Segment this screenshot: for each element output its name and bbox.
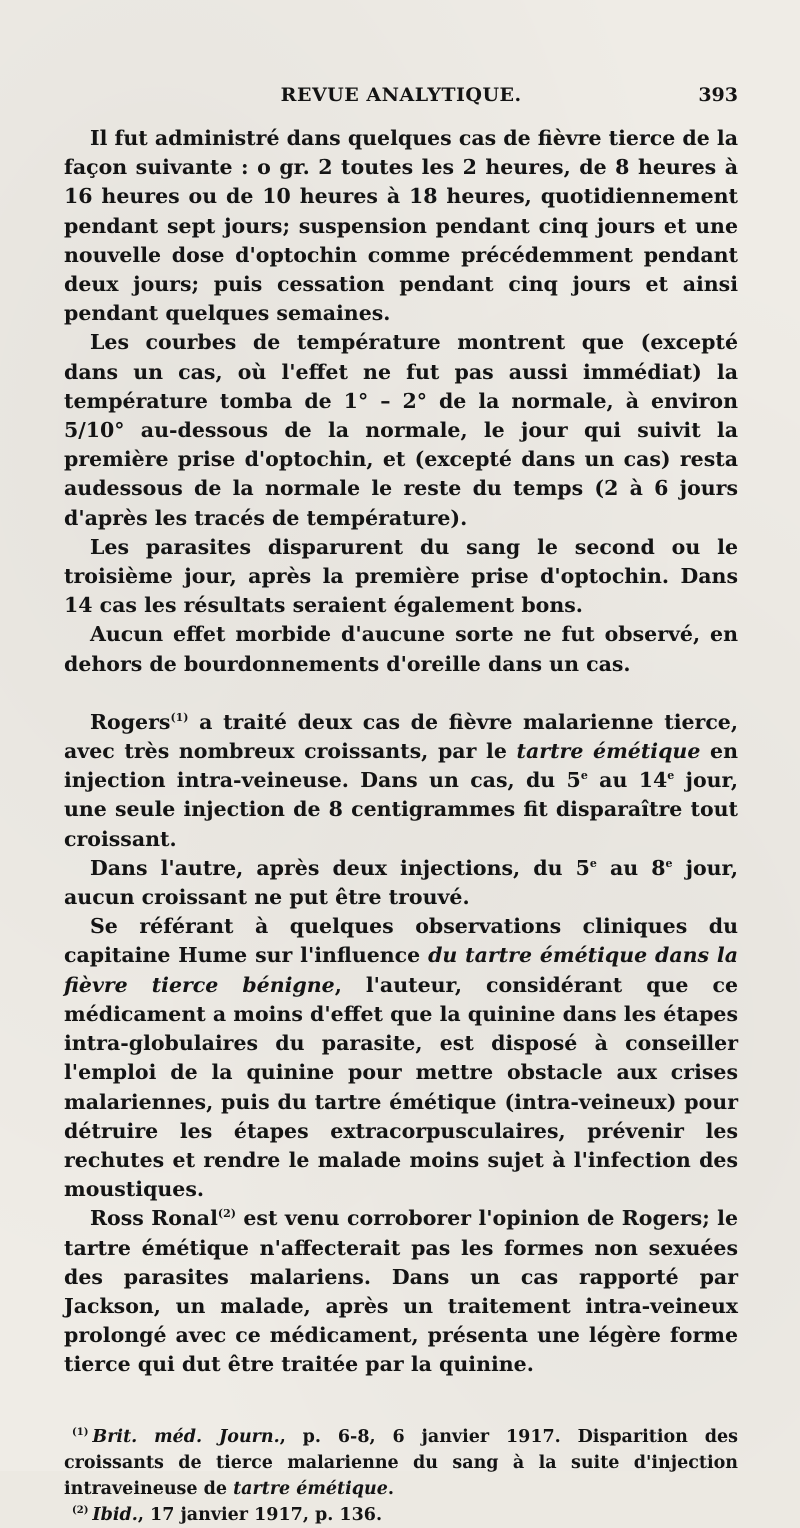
text-run: Rogers — [90, 709, 171, 734]
text-run: Ross Ronal — [90, 1206, 218, 1231]
italic-text: Ibid. — [92, 1504, 138, 1525]
footnote — [64, 1502, 738, 1528]
text-run: , l'auteur, considérant que ce médicament a moins d'effet que la quinine dans les étapes intra-globulaires du parasite, est disposé à conseiller l'emploi de la quinine pour mettre obstacle aux crises malariennes, puis du tartre émétique (intra-veineux) pour détruire les étapes extracorpusculaires, prévenir les rechutes et rendre le malade moins sujet à l'infection des moustiques. — [64, 972, 739, 1202]
paragraph — [64, 533, 738, 621]
text-run: jour, une seule injection de 8 centigrammes fit disparaître tout croissant. — [64, 768, 738, 851]
paragraph — [64, 708, 738, 854]
text-run: au 14 — [587, 768, 668, 793]
paragraph — [64, 328, 738, 532]
paragraph — [64, 124, 738, 328]
text-run: au 8 — [596, 855, 666, 880]
italic-text: Brit. méd. Journ. — [92, 1426, 280, 1447]
footnotes — [64, 1424, 738, 1528]
text-run: Aucun effet morbide d'aucune sorte ne fut observé, en dehors de bourdonnements d'oreille dans un cas. — [64, 622, 738, 676]
text-run: a traité deux cas de fièvre malarienne tierce, avec très nombreux croissants, par le — [64, 709, 738, 764]
footnote-marker: (1) — [72, 1426, 89, 1438]
superscript: e — [589, 857, 597, 871]
text-run: est venu corroborer l'opinion de Rogers; le tartre émétique n'affecterait pas les formes non sexuées des parasites malariens. Dans un cas rapporté par Jackson, un malade, après un traitement intra-veineux prolongé avec ce médicament, présenta une légère forme tierce qui dut être traitée par la quinine. — [64, 1206, 738, 1377]
footnote — [64, 1424, 738, 1502]
paragraph — [64, 1204, 738, 1379]
text-run: , 17 janvier 1917, p. 136. — [137, 1504, 383, 1525]
superscript: e — [580, 769, 588, 783]
text-run: Les courbes de température montrent que (excepté dans un cas, où l'effet ne fut pas aussi immédiat) la température tomba de 1° – 2° de la normale, à environ 5/10° au-dessous de la normale, le jour qui suivit la première prise d'optochin, et (excepté dans un cas) resta audessous de la normale le reste du temps (2 à 6 jours d'après les tracés de température). — [64, 330, 738, 530]
superscript: e — [667, 769, 675, 783]
italic-text: tartre émétique — [233, 1478, 388, 1499]
text-run: Il fut administré dans quelques cas de fièvre tierce de la façon suivante : o gr. 2 toutes les 2 heures, de 8 heures à 16 heures ou de 10 heures à 18 heures, quotidiennement pendant sept jours; suspension pendant cinq jours et une nouvelle dose d'optochin comme précédemment pendant deux jours; puis cessation pendant cinq jours et ainsi pendant quelques semaines. — [64, 126, 738, 326]
footnote-marker: (2) — [72, 1504, 89, 1516]
italic-text: tartre émétique — [516, 739, 701, 764]
superscript: (1) — [170, 711, 189, 725]
text-run: Les parasites disparurent du sang le second ou le troisième jour, après la première prise d'optochin. Dans 14 cas les résultats seraient également bons. — [64, 534, 738, 618]
text-run: , p. 6-8, 6 janvier 1917. Disparition des croissants de tierce malarienne du sang à la suite d'injection intraveineuse de — [64, 1426, 738, 1499]
text-run: Se référant à quelques observations cliniques du capitaine Hume sur l'influence — [64, 914, 738, 968]
page-number: 393 — [698, 84, 738, 106]
paragraph — [64, 854, 738, 912]
page-header — [64, 84, 738, 110]
main-text — [64, 124, 738, 1380]
superscript: (2) — [217, 1207, 236, 1221]
text-run: Dans l'autre, après deux injections, du 5 — [90, 855, 590, 880]
italic-text: du tartre émétique dans la fièvre tierce bénigne — [64, 943, 738, 997]
paragraph — [64, 620, 738, 678]
text-run: en injection intra-veineuse. Dans un cas, du 5 — [64, 739, 738, 793]
running-title: REVUE ANALYTIQUE. — [280, 84, 522, 106]
paragraph — [64, 912, 738, 1204]
text-run: . — [387, 1478, 394, 1499]
superscript: e — [665, 857, 673, 871]
text-run: jour, aucun croissant ne put être trouvé. — [64, 855, 739, 910]
